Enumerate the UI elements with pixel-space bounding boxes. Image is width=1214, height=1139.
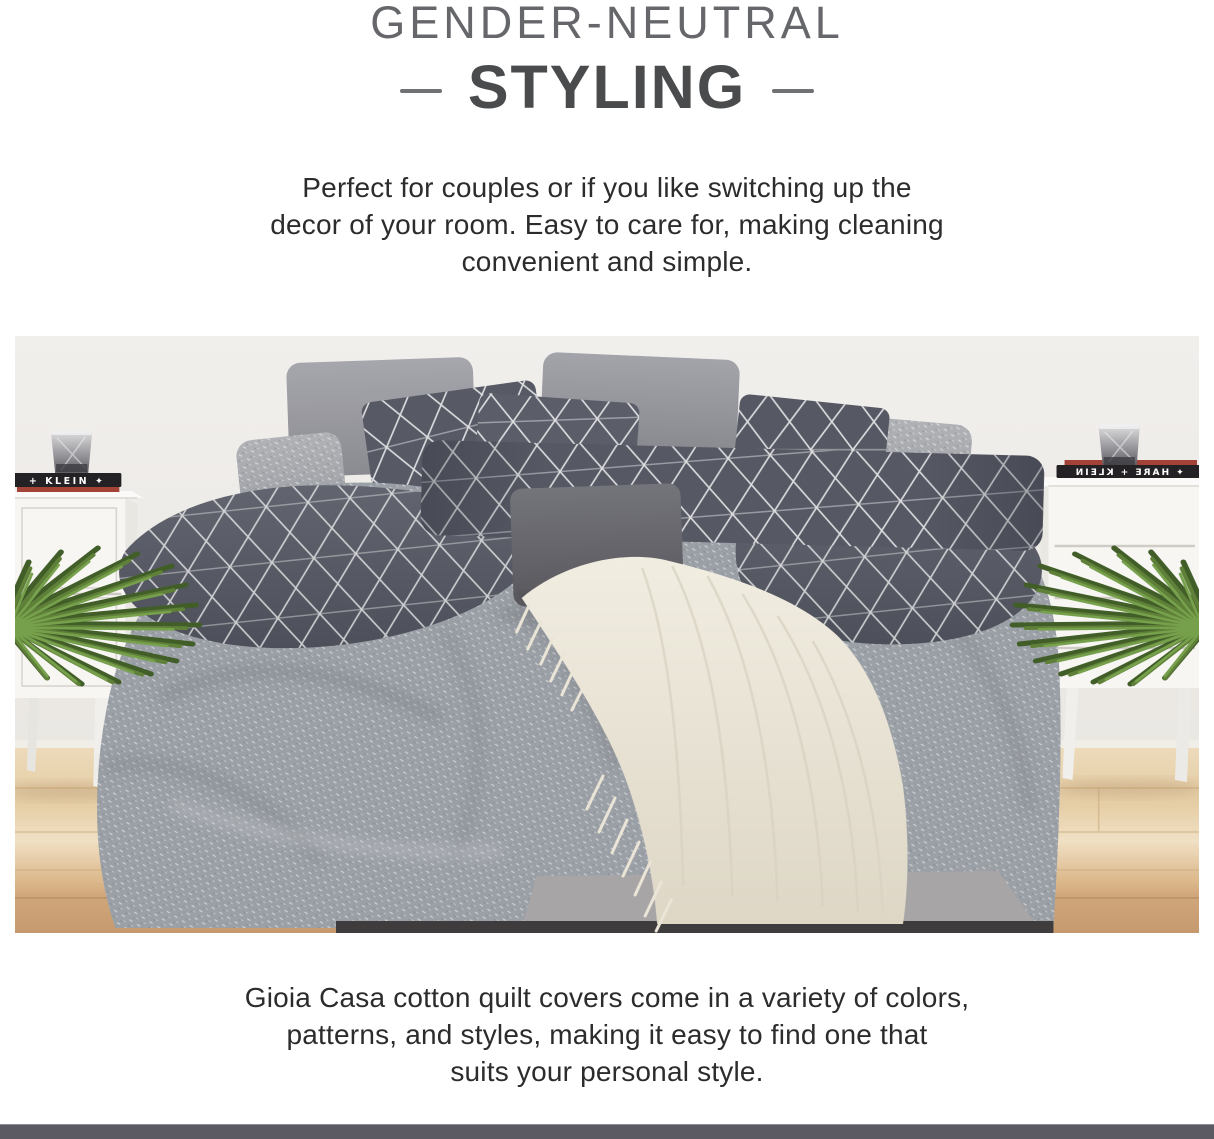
intro-line-1: Perfect for couples or if you like switching up the: [302, 171, 912, 203]
book-left-spine: + KLEIN ✦: [28, 475, 106, 487]
title-row: [0, 53, 1214, 123]
book-right-spine: ✦ HARE + KLEIN: [1073, 467, 1184, 478]
candle-votive-left: [51, 430, 92, 473]
product-photo: [15, 336, 1199, 933]
intro-line-2: decor of your room. Easy to care for, making cleaning: [270, 208, 944, 240]
title-dash-left-icon: [400, 89, 442, 93]
intro-paragraph: [0, 169, 1214, 280]
intro-line-3: convenient and simple.: [461, 245, 753, 277]
bedroom-photo-svg: [15, 336, 1199, 933]
outro-line-1: Gioia Casa cotton quilt covers come in a variety of colors,: [244, 981, 970, 1013]
candle-votive-right: [1099, 424, 1140, 465]
title-dash-right-icon: [772, 89, 814, 93]
footer-bar: [0, 1124, 1214, 1139]
eyebrow-heading: GENDER-NEUTRAL: [370, 0, 844, 48]
page-title: STYLING: [467, 53, 747, 122]
book-left: [15, 473, 121, 492]
outro-line-2: patterns, and styles, making it easy to find one that: [286, 1018, 928, 1050]
outro-paragraph: [0, 979, 1214, 1090]
outro-line-3: suits your personal style.: [450, 1055, 764, 1087]
